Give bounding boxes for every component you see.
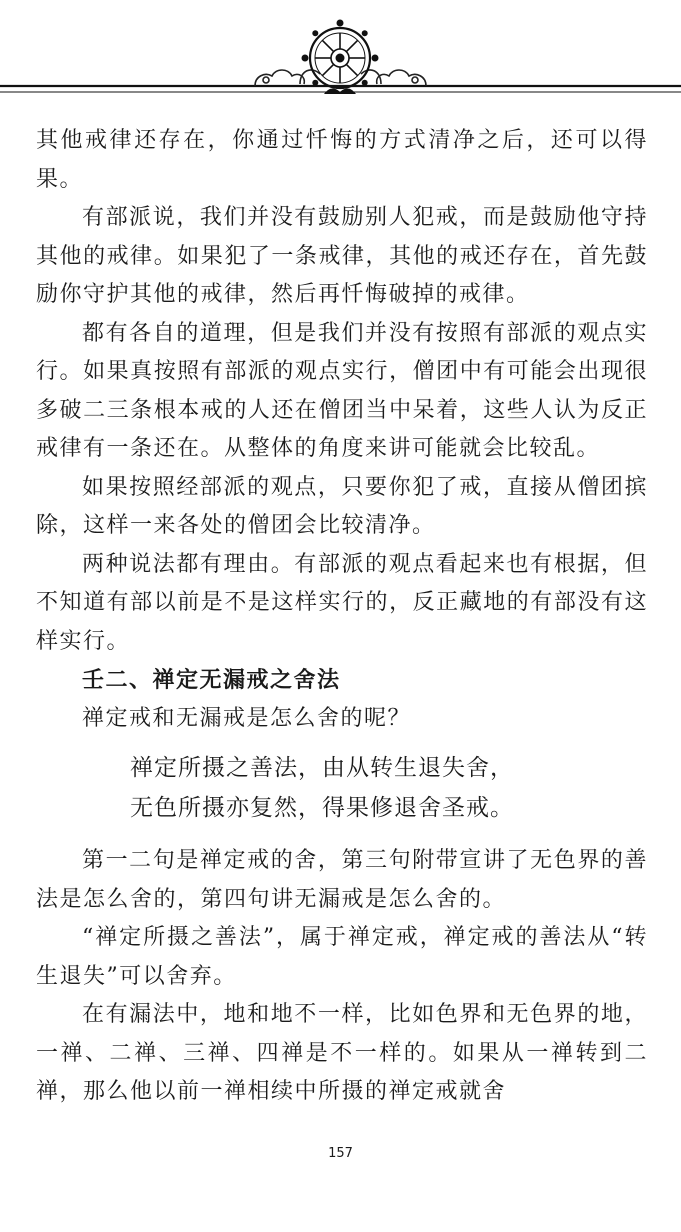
header-ornament [0, 0, 681, 110]
paragraph: 第一二句是禅定戒的舍，第三句附带宣讲了无色界的善法是怎么舍的，第四句讲无漏戒是怎么舍的。 [36, 848, 648, 912]
page-body [36, 122, 648, 1112]
question: 禅定戒和无漏戒是怎么舍的呢？ [82, 705, 412, 731]
paragraph: “禅定所摄之善法”，属于禅定戒，禅定戒的善法从“转生退失”可以舍弃。 [36, 925, 648, 989]
section-heading: 壬二、禅定无漏戒之舍法 [82, 667, 341, 693]
verse-line: 无色所摄亦复然，得果修退舍圣戒。 [130, 795, 514, 821]
verse-line: 禅定所摄之善法，由从转生退失舍， [130, 755, 514, 781]
dharma-wheel-icon [302, 20, 379, 95]
paragraph: 有部派说，我们并没有鼓励别人犯戒，而是鼓励他守持其他的戒律。如果犯了一条戒律，其他的戒还存在，首先鼓励你守护其他的戒律，然后再忏悔破掉的戒律。 [36, 205, 648, 307]
page-header [0, 0, 681, 110]
cloud-scroll-icon [361, 70, 426, 86]
cloud-scroll-icon [255, 70, 320, 86]
paragraph: 其他戒律还存在，你通过忏悔的方式清净之后，还可以得果。 [36, 128, 648, 192]
paragraph: 都有各自的道理，但是我们并没有按照有部派的观点实行。如果真按照有部派的观点实行，僧团中有可能会出现很多破二三条根本戒的人还在僧团当中呆着，这些人认为反正戒律有一条还在。从整体的角度来讲可能就会比较乱。 [36, 320, 648, 461]
paragraph: 两种说法都有理由。有部派的观点看起来也有根据，但不知道有部以前是不是这样实行的，反正藏地的有部没有这样实行。 [36, 551, 648, 654]
paragraph: 如果按照经部派的观点，只要你犯了戒，直接从僧团摈除，这样一来各处的僧团会比较清净。 [36, 474, 648, 538]
paragraph: 在有漏法中，地和地不一样，比如色界和无色界的地，一禅、二禅、三禅、四禅是不一样的。如果从一禅转到二禅，那么他以前一禅相续中所摄的禅定戒就舍 [36, 1002, 648, 1104]
page-number: 157 [328, 1146, 353, 1161]
